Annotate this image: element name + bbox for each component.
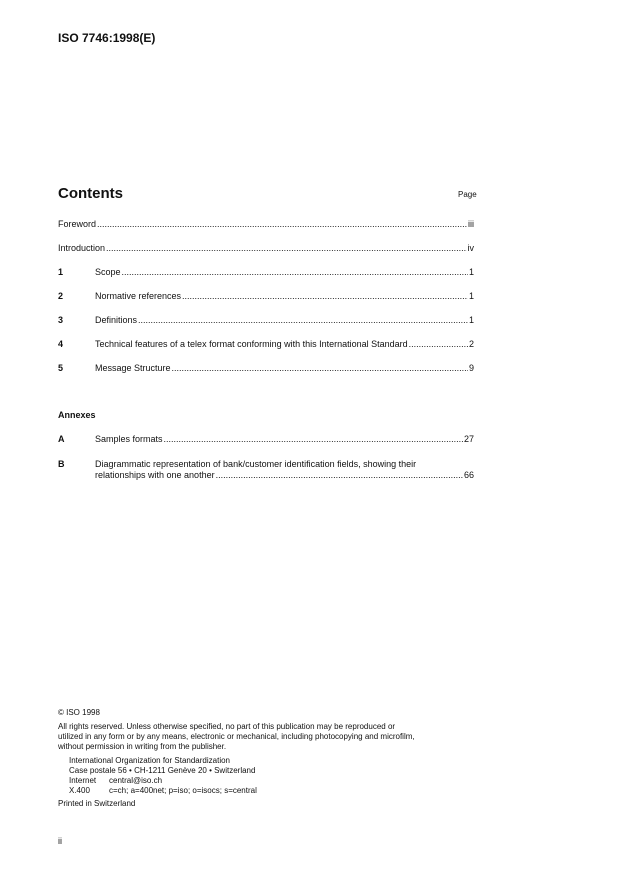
x400-contact [69, 786, 257, 796]
annex-title-line1: Diagrammatic representation of bank/customer identification fields, showing their [95, 459, 417, 469]
toc-entry-technical-features[interactable] [58, 339, 474, 350]
x400-label: X.400 [69, 786, 90, 795]
internet-contact [69, 776, 162, 786]
toc-entry-number: 2 [58, 291, 64, 301]
org-address: Case postale 56 • CH-1211 Genève 20 • Switzerland [69, 766, 256, 775]
copyright-line: © ISO 1998 [58, 708, 100, 717]
toc-entry-scope[interactable] [58, 267, 474, 278]
annex-title-line2: relationships with one another [95, 470, 215, 480]
toc-entry-page: 2 [468, 339, 474, 349]
internet-label: Internet [69, 776, 97, 785]
annex-letter: A [58, 434, 65, 444]
toc-entry-page: 9 [468, 363, 474, 373]
internet-address: central@iso.ch [109, 776, 163, 785]
org-name: International Organization for Standardization [69, 756, 230, 765]
toc-entry-page: 1 [468, 291, 474, 301]
toc-entry-title: Technical features of a telex format conforming with this International Standard [95, 339, 408, 349]
toc-entry-title: Definitions [95, 315, 138, 325]
rights-statement: All rights reserved. Unless otherwise specified, no part of this publication may be reproduced or utilized in any form or by any means, electronic or mechanical, including photocopying and microfilm, without permission in writing from the publisher. [58, 722, 415, 751]
toc-entry-page: iv [467, 243, 474, 253]
toc-entry-page: 1 [468, 267, 474, 277]
page-number: ii [58, 836, 62, 846]
toc-entry-title: Normative references [95, 291, 182, 301]
annexes-heading: Annexes [58, 410, 96, 420]
annex-letter: B [58, 459, 65, 469]
toc-entry-definitions[interactable] [58, 315, 474, 326]
toc-annex-a[interactable] [58, 434, 474, 445]
x400-address: c=ch; a=400net; p=iso; o=isocs; s=central [109, 786, 257, 795]
toc-entry-foreword[interactable] [58, 219, 474, 230]
leader-dots [216, 470, 463, 481]
leader-dots [106, 243, 466, 254]
page-column-label: Page [458, 190, 477, 199]
document-id: ISO 7746:1998(E) [58, 31, 156, 45]
leader-dots [164, 434, 463, 445]
toc-annex-b[interactable] [58, 459, 474, 481]
toc-entry-normative-references[interactable] [58, 291, 474, 302]
leader-dots [97, 219, 467, 230]
annex-page: 27 [463, 434, 474, 444]
toc-entry-number: 5 [58, 363, 64, 373]
annex-page: 66 [463, 470, 474, 480]
leader-dots [138, 315, 468, 326]
toc-entry-page: 1 [468, 315, 474, 325]
toc-entry-number: 4 [58, 339, 64, 349]
contents-title: Contents [58, 185, 123, 202]
toc-entry-number: 1 [58, 267, 64, 277]
leader-dots [122, 267, 468, 278]
toc-entry-number: 3 [58, 315, 64, 325]
toc-entry-title: Message Structure [95, 363, 171, 373]
printed-in: Printed in Switzerland [58, 799, 136, 808]
toc-entry-title: Foreword [58, 219, 97, 229]
toc-entry-message-structure[interactable] [58, 363, 474, 374]
leader-dots [182, 291, 468, 302]
toc-entry-page: iii [468, 219, 474, 229]
leader-dots [172, 363, 468, 374]
toc-entry-introduction[interactable] [58, 243, 474, 254]
toc-entry-title: Scope [95, 267, 121, 277]
leader-dots [409, 339, 468, 350]
annex-title: Samples formats [95, 434, 163, 444]
toc-entry-title: Introduction [58, 243, 106, 253]
